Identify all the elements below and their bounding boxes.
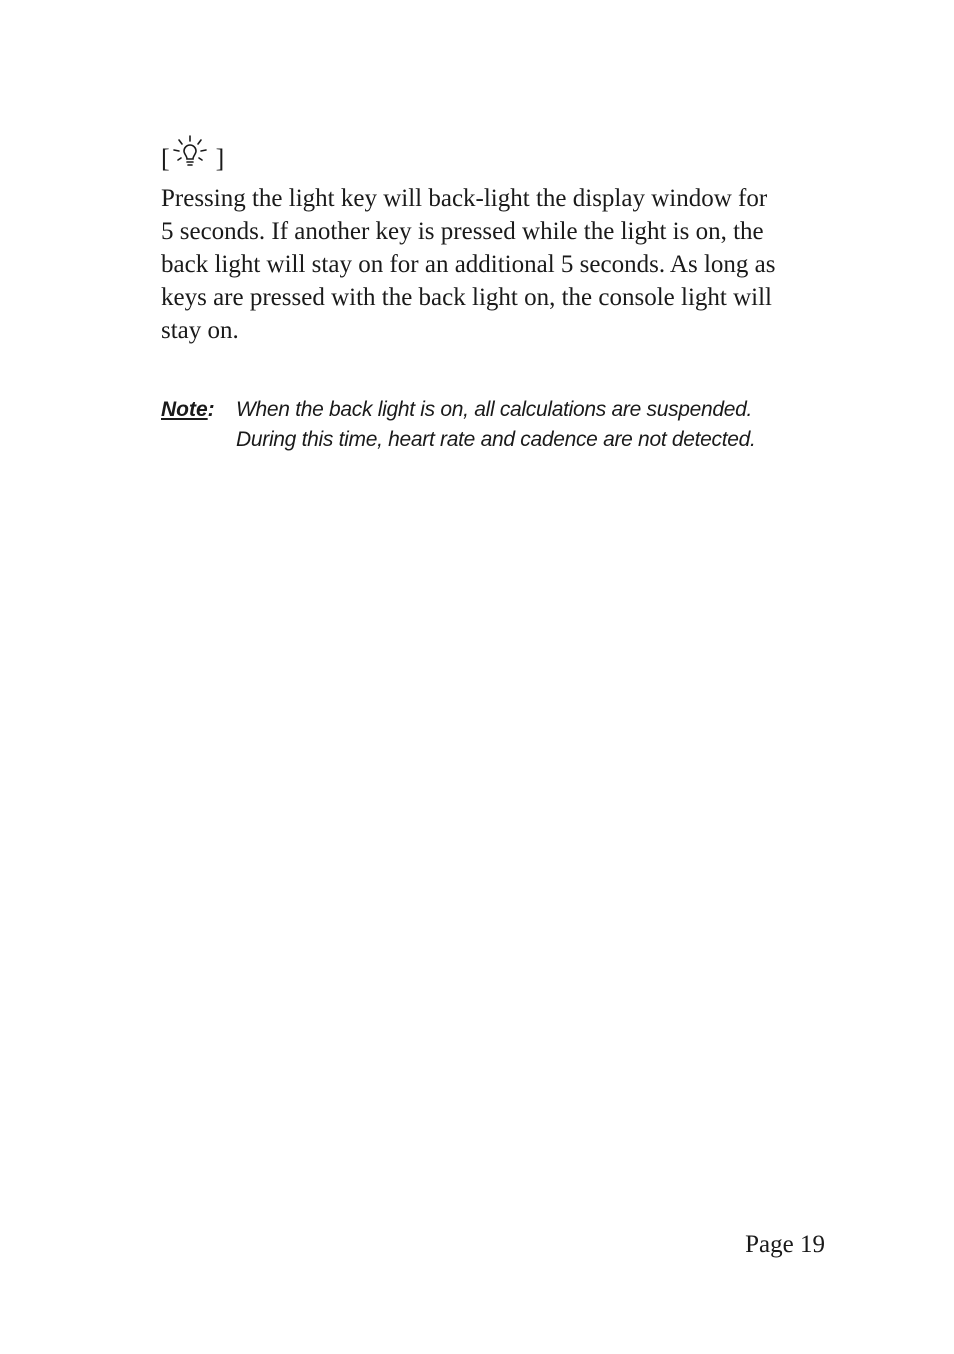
note-text: When the back light is on, all calculations are suspended. During this time, heart rate and cadence are not detected. xyxy=(236,398,756,451)
note-block xyxy=(161,395,841,455)
page-number: Page 19 xyxy=(745,1231,825,1258)
note-label: Note: xyxy=(161,398,215,421)
light-key-description: Pressing the light key will back-light the display window for 5 seconds. If another key is pressed while the light is on, the back light will stay on for an additional 5 seconds. As long as keys are pressed with the back light on, the console light will stay on. xyxy=(161,185,776,344)
light-bulb-icon xyxy=(170,134,210,174)
light-key-heading xyxy=(161,128,224,174)
open-bracket: [ xyxy=(161,144,170,173)
close-bracket: ] xyxy=(215,144,225,173)
